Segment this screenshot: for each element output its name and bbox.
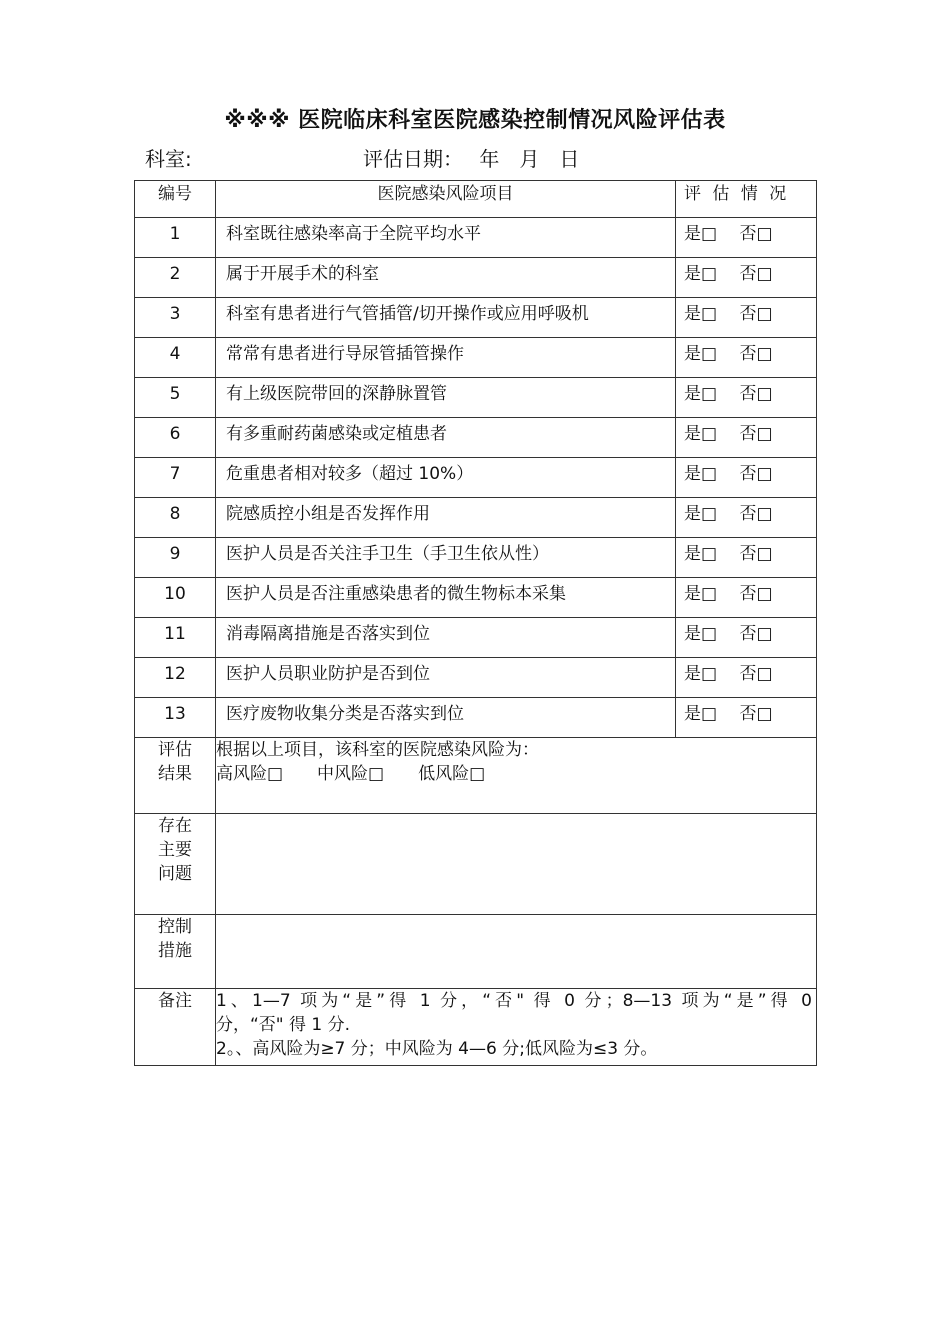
row-risk-item: 科室既往感染率高于全院平均水平 <box>216 218 676 258</box>
row-risk-item: 医护人员职业防护是否到位 <box>216 658 676 698</box>
result-row <box>135 738 817 814</box>
table-row <box>135 418 817 458</box>
yes-no-checkboxes[interactable]: 是□ 否□ <box>676 458 817 498</box>
yes-no-checkboxes[interactable]: 是□ 否□ <box>676 378 817 418</box>
result-label: 评估 结果 <box>135 738 216 814</box>
notes-label: 备注 <box>135 989 216 1066</box>
row-number: 2 <box>135 258 216 298</box>
yes-no-checkboxes[interactable]: 是□ 否□ <box>676 258 817 298</box>
problems-row <box>135 814 817 915</box>
yes-no-checkboxes[interactable]: 是□ 否□ <box>676 578 817 618</box>
table-header-row <box>135 181 817 218</box>
row-risk-item: 消毒隔离措施是否落实到位 <box>216 618 676 658</box>
department-label: 科室: <box>145 147 192 171</box>
row-number: 1 <box>135 218 216 258</box>
table-row <box>135 258 817 298</box>
row-number: 5 <box>135 378 216 418</box>
table-row <box>135 458 817 498</box>
note-line-2: 分，“否" 得 1 分. <box>216 1015 351 1035</box>
notes-content <box>216 989 817 1066</box>
table-row <box>135 218 817 258</box>
row-number: 12 <box>135 658 216 698</box>
table-row <box>135 578 817 618</box>
yes-no-checkboxes[interactable]: 是□ 否□ <box>676 218 817 258</box>
row-risk-item: 有上级医院带回的深静脉置管 <box>216 378 676 418</box>
row-risk-item: 医疗废物收集分类是否落实到位 <box>216 698 676 738</box>
row-number: 6 <box>135 418 216 458</box>
row-risk-item: 医护人员是否注重感染患者的微生物标本采集 <box>216 578 676 618</box>
table-row <box>135 298 817 338</box>
row-number: 3 <box>135 298 216 338</box>
table-row <box>135 698 817 738</box>
row-number: 8 <box>135 498 216 538</box>
row-number: 7 <box>135 458 216 498</box>
risk-level-checkboxes[interactable]: 高风险□ 中风险□ 低风险□ <box>216 764 486 784</box>
result-text: 根据以上项目，该科室的医院感染风险为： <box>216 740 539 760</box>
row-risk-item: 属于开展手术的科室 <box>216 258 676 298</box>
header-number: 编号 <box>135 181 216 218</box>
note-line-3: 2。、高风险为≥7 分；中风险为 4—6 分;低风险为≤3 分。 <box>216 1039 658 1059</box>
yes-no-checkboxes[interactable]: 是□ 否□ <box>676 618 817 658</box>
table-row <box>135 658 817 698</box>
row-number: 13 <box>135 698 216 738</box>
table-row <box>135 338 817 378</box>
yes-no-checkboxes[interactable]: 是□ 否□ <box>676 538 817 578</box>
note-line-1: 1、1—7 项为“是”得 1 分，“否" 得 0 分；8—13 项为“是”得 0 <box>216 991 812 1011</box>
yes-no-checkboxes[interactable]: 是□ 否□ <box>676 658 817 698</box>
problems-label: 存在 主要 问题 <box>135 814 216 915</box>
row-number: 11 <box>135 618 216 658</box>
controls-label: 控制 措施 <box>135 915 216 989</box>
row-number: 4 <box>135 338 216 378</box>
yes-no-checkboxes[interactable]: 是□ 否□ <box>676 298 817 338</box>
problems-field[interactable] <box>216 814 817 915</box>
table-row <box>135 538 817 578</box>
row-risk-item: 危重患者相对较多（超过 10%） <box>216 458 676 498</box>
controls-row <box>135 915 817 989</box>
row-risk-item: 常常有患者进行导尿管插管操作 <box>216 338 676 378</box>
row-risk-item: 科室有患者进行气管插管/切开操作或应用呼吸机 <box>216 298 676 338</box>
yes-no-checkboxes[interactable]: 是□ 否□ <box>676 698 817 738</box>
notes-row <box>135 989 817 1066</box>
header-risk-item: 医院感染风险项目 <box>216 181 676 218</box>
row-risk-item: 医护人员是否关注手卫生（手卫生依从性） <box>216 538 676 578</box>
yes-no-checkboxes[interactable]: 是□ 否□ <box>676 498 817 538</box>
row-risk-item: 有多重耐药菌感染或定植患者 <box>216 418 676 458</box>
risk-assessment-table <box>134 180 817 1066</box>
controls-field[interactable] <box>216 915 817 989</box>
row-risk-item: 院感质控小组是否发挥作用 <box>216 498 676 538</box>
row-number: 9 <box>135 538 216 578</box>
table-row <box>135 498 817 538</box>
table-row <box>135 378 817 418</box>
yes-no-checkboxes[interactable]: 是□ 否□ <box>676 338 817 378</box>
assessment-date-label: 评估日期： 年 月 日 <box>363 147 580 171</box>
yes-no-checkboxes[interactable]: 是□ 否□ <box>676 418 817 458</box>
page-title: ※※※ 医院临床科室医院感染控制情况风险评估表 <box>224 108 726 133</box>
row-number: 10 <box>135 578 216 618</box>
header-evaluation: 评 估 情 况 <box>676 181 817 218</box>
table-row <box>135 618 817 658</box>
result-content <box>216 738 817 814</box>
